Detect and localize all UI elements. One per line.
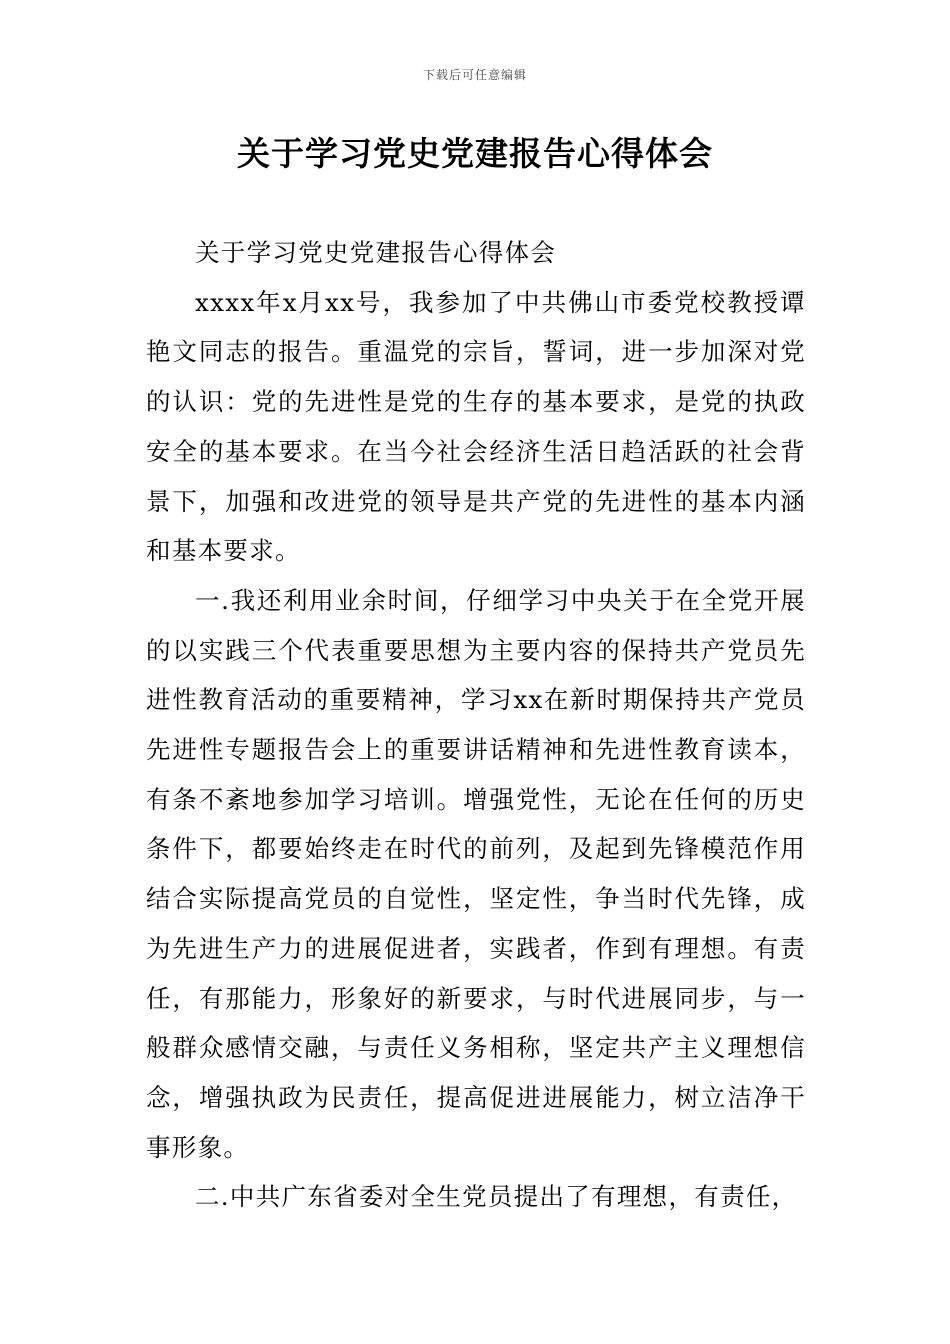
document-body: [146, 228, 806, 1222]
paragraph-subtitle: 关于学习党史党建报告心得体会: [195, 238, 557, 267]
paragraph-section-one: 一.我还利用业余时间，仔细学习中央关于在全党开展的以实践三个代表重要思想为主要内容的保持共产党员先进性教育活动的重要精神，学习xx在新时期保持共产党员先进性专题报告会上的重要讲话精神和先进性教育读本，有条不紊地参加学习培训。增强党性，无论在任何的历史条件下，都要始终走在时代的前列，及起到先锋模范作用结合实际提高党员的自觉性，坚定性，争当时代先锋，成为先进生产力的进展促进者，实践者，作到有理想。有责任，有那能力，形象好的新要求，与时代进展同步，与一般群众感情交融，与责任义务相称，坚定共产主义理想信念，增强执政为民责任，提高促进进展能力，树立洁净干事形象。: [146, 585, 806, 1162]
document-title: 关于学习党史党建报告心得体会: [237, 134, 713, 173]
paragraph-intro: xxxx年x月xx号，我参加了中共佛山市委党校教授谭艳文同志的报告。重温党的宗旨，誓词，进一步加深对党的认识：党的先进性是党的生存的基本要求，是党的执政安全的基本要求。在当今社会经济生活日趋活跃的社会背景下，加强和改进党的领导是共产党的先进性的基本内涵和基本要求。: [146, 287, 806, 566]
download-note: 下载后可任意编辑: [422, 68, 527, 82]
paragraph-section-two: 二.中共广东省委对全生党员提出了有理想，有责任，: [195, 1182, 798, 1212]
